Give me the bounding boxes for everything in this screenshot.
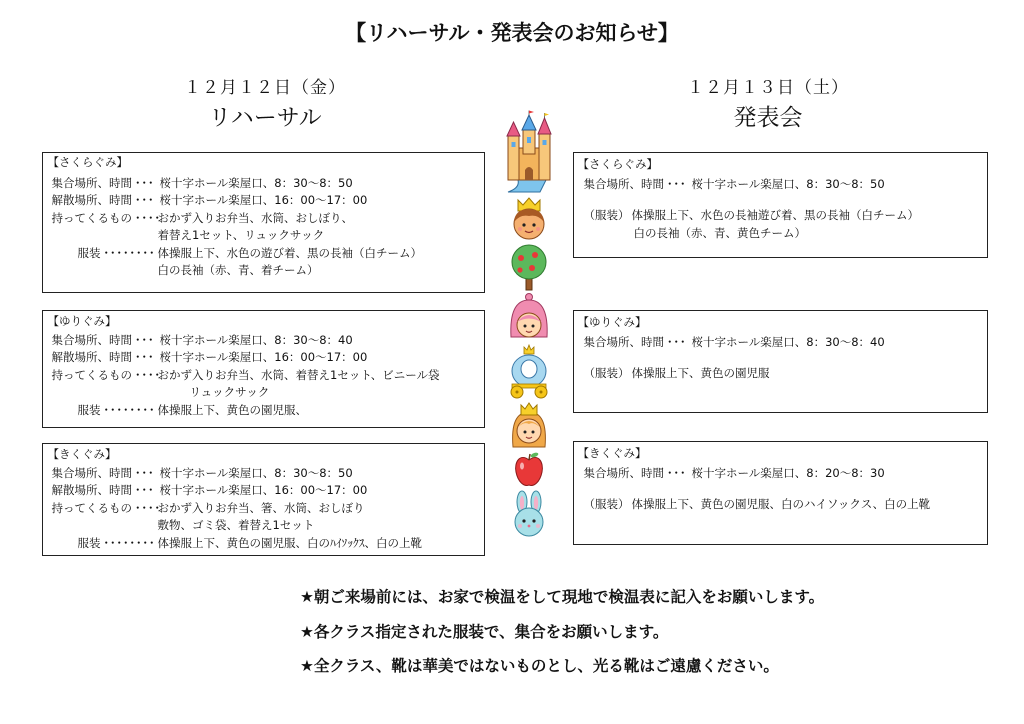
- bring-line: [43, 367, 484, 385]
- pink-hood-girl-icon: [511, 294, 547, 338]
- bring-term: 持ってくるもの: [51, 210, 132, 225]
- attire-line: [574, 206, 987, 224]
- attire-label: （服装）: [583, 366, 630, 380]
- bring-continued: リュックサック: [189, 385, 270, 399]
- dismissal-label: [52, 482, 160, 500]
- apple-icon: [516, 452, 543, 486]
- meeting-term: 集合場所、時間: [51, 465, 132, 480]
- meeting-term: 集合場所、時間: [583, 466, 664, 480]
- dismissal-dots: ・・・: [132, 483, 152, 497]
- attire-term: 服装: [77, 245, 101, 260]
- rabbit-face-icon: [515, 491, 543, 536]
- attire-continued: 白の長袖（赤、青、着チーム）: [157, 263, 319, 277]
- meeting-label: [52, 465, 160, 483]
- apple-tree-icon: [512, 245, 546, 290]
- bring-value: おかず入りお弁当、水筒、着替え1セット、ビニール袋: [157, 367, 440, 382]
- meeting-line: [43, 175, 484, 193]
- meeting-dots: ・・・: [664, 177, 684, 191]
- recital-yuri-box: [573, 310, 988, 413]
- attire-value: 体操服上下、黄色の園児服、: [157, 402, 307, 417]
- attire-label: [78, 535, 158, 553]
- bring-term: 持ってくるもの: [51, 367, 132, 382]
- attire-label: （服装）: [583, 497, 630, 511]
- meeting-value: 桜十字ホール楽屋口、8：30～8：40: [691, 335, 885, 349]
- dismissal-label: [52, 192, 160, 210]
- meeting-value: 桜十字ホール楽屋口、8：30～8：40: [159, 332, 353, 347]
- bring-value: おかず入りお弁当、箸、水筒、おしぼり: [157, 500, 365, 515]
- attire-dots: ・・・・・・・・: [100, 402, 153, 417]
- dismissal-line: [43, 482, 484, 500]
- page-title: 【リハーサル・発表会のお知らせ】: [345, 21, 679, 45]
- castle-icon: [507, 111, 551, 193]
- meeting-term: 集合場所、時間: [583, 335, 664, 349]
- bring-line: [43, 210, 484, 228]
- meeting-label: [584, 464, 692, 482]
- bring-label: [52, 367, 158, 385]
- attire-value: 体操服上下、黄色の園児服、白のﾊｲｿｯｸｽ、白の上靴: [157, 535, 422, 550]
- meeting-line: [43, 332, 484, 350]
- dismissal-term: 解散場所、時間: [51, 193, 132, 207]
- bring-dots: ・・・・: [132, 367, 158, 382]
- rehearsal-yuri-box: [42, 310, 485, 428]
- illustration-column: [500, 110, 560, 540]
- meeting-value: 桜十字ホール楽屋口、8：20～8：30: [691, 466, 885, 480]
- meeting-line: [574, 464, 987, 482]
- meeting-label: [584, 333, 692, 351]
- recital-date: １２月１３日（土）: [687, 78, 849, 98]
- meeting-value: 桜十字ホール楽屋口、8：30～8：50: [691, 177, 885, 191]
- rehearsal-event-title: リハーサル: [208, 105, 322, 131]
- bring-label: [52, 500, 158, 518]
- meeting-dots: ・・・: [132, 332, 152, 347]
- attire-label: （服装）: [583, 208, 630, 222]
- princess-face-icon: [513, 403, 546, 447]
- recital-event-title: 発表会: [733, 105, 803, 131]
- meeting-dots: ・・・: [132, 465, 152, 480]
- meeting-line: [574, 333, 987, 351]
- meeting-term: 集合場所、時間: [51, 332, 132, 347]
- spacer: [574, 193, 987, 206]
- attire-line: [574, 495, 987, 513]
- recital-sakura-box: [573, 152, 988, 258]
- attire-label: [78, 245, 158, 263]
- bring-line: [43, 500, 484, 518]
- meeting-value: 桜十字ホール楽屋口、8：30～8：50: [159, 175, 353, 190]
- dismissal-term: 解散場所、時間: [51, 483, 132, 497]
- attire-continued: 白の長袖（赤、青、黄色チーム）: [633, 226, 806, 240]
- bring-dots: ・・・・: [132, 500, 158, 515]
- dismissal-term: 解散場所、時間: [51, 350, 132, 364]
- dismissal-dots: ・・・: [132, 350, 152, 364]
- bring-continued: 着替え1セット、リュックサック: [157, 228, 325, 242]
- attire-value: 体操服上下、水色の遊び着、黒の長袖（白チーム）: [157, 245, 422, 260]
- rehearsal-date: １２月１２日（金）: [184, 78, 346, 98]
- bring-dots: ・・・・: [132, 210, 158, 225]
- attire-line: [574, 364, 987, 382]
- attire-dots: ・・・・・・・・: [100, 535, 153, 550]
- note-temperature: ★朝ご来場前には、お家で検温をして現地で検温表に記入をお願いします。: [300, 588, 825, 606]
- attire-label: [78, 402, 158, 420]
- dismissal-value: 桜十字ホール楽屋口、16：00～17：00: [159, 350, 368, 364]
- bring-value: おかず入りお弁当、水筒、おしぼり、: [157, 210, 353, 225]
- dismissal-value: 桜十字ホール楽屋口、16：00～17：00: [159, 193, 368, 207]
- meeting-value: 桜十字ホール楽屋口、8：30～8：50: [159, 465, 353, 480]
- meeting-label: [52, 175, 160, 193]
- bring-term: 持ってくるもの: [51, 500, 132, 515]
- meeting-label: [584, 175, 692, 193]
- bring-label: [52, 210, 158, 228]
- class-name: 【ゆりぐみ】: [47, 314, 117, 328]
- carriage-icon: [511, 345, 547, 398]
- note-attire: ★各クラス指定された服装で、集合をお願いします。: [300, 622, 669, 641]
- class-name: 【きくぐみ】: [47, 447, 117, 461]
- recital-kiku-box: [573, 441, 988, 545]
- note-shoes: ★全クラス、靴は華美ではないものとし、光る靴はご遠慮ください。: [300, 657, 779, 675]
- rehearsal-kiku-box: [42, 443, 485, 556]
- spacer: [574, 351, 987, 364]
- class-name: 【さくらぐみ】: [47, 155, 128, 169]
- rehearsal-heading: [115, 77, 415, 133]
- dismissal-dots: ・・・: [132, 193, 152, 207]
- dismissal-label: [52, 349, 160, 367]
- attire-term: 服装: [77, 535, 101, 550]
- class-name: 【ゆりぐみ】: [577, 315, 647, 329]
- attire-line: [43, 535, 484, 553]
- meeting-dots: ・・・: [132, 175, 152, 190]
- meeting-dots: ・・・: [664, 335, 684, 349]
- attire-value: 体操服上下、黄色の園児服、白のハイソックス、白の上靴: [631, 497, 931, 511]
- attire-line: [43, 245, 484, 263]
- recital-heading: [618, 77, 918, 133]
- attire-term: 服装: [77, 402, 101, 417]
- meeting-label: [52, 332, 160, 350]
- rehearsal-sakura-box: [42, 152, 485, 293]
- spacer: [574, 482, 987, 495]
- attire-line: [43, 402, 484, 420]
- meeting-line: [43, 465, 484, 483]
- bring-continued: 敷物、ゴミ袋、着替え1セット: [157, 518, 315, 532]
- dismissal-line: [43, 349, 484, 367]
- meeting-dots: ・・・: [664, 466, 684, 480]
- class-name: 【さくらぐみ】: [577, 157, 658, 171]
- attire-value: 体操服上下、黄色の園児服: [631, 366, 770, 380]
- prince-face-icon: [514, 198, 544, 239]
- meeting-line: [574, 175, 987, 193]
- dismissal-line: [43, 192, 484, 210]
- meeting-term: 集合場所、時間: [51, 175, 132, 190]
- notes-list: [300, 580, 824, 684]
- dismissal-value: 桜十字ホール楽屋口、16：00～17：00: [159, 483, 368, 497]
- class-name: 【きくぐみ】: [577, 446, 647, 460]
- attire-dots: ・・・・・・・・: [100, 245, 153, 260]
- attire-value: 体操服上下、水色の長袖遊び着、黒の長袖（白チーム）: [631, 208, 919, 222]
- meeting-term: 集合場所、時間: [583, 177, 664, 191]
